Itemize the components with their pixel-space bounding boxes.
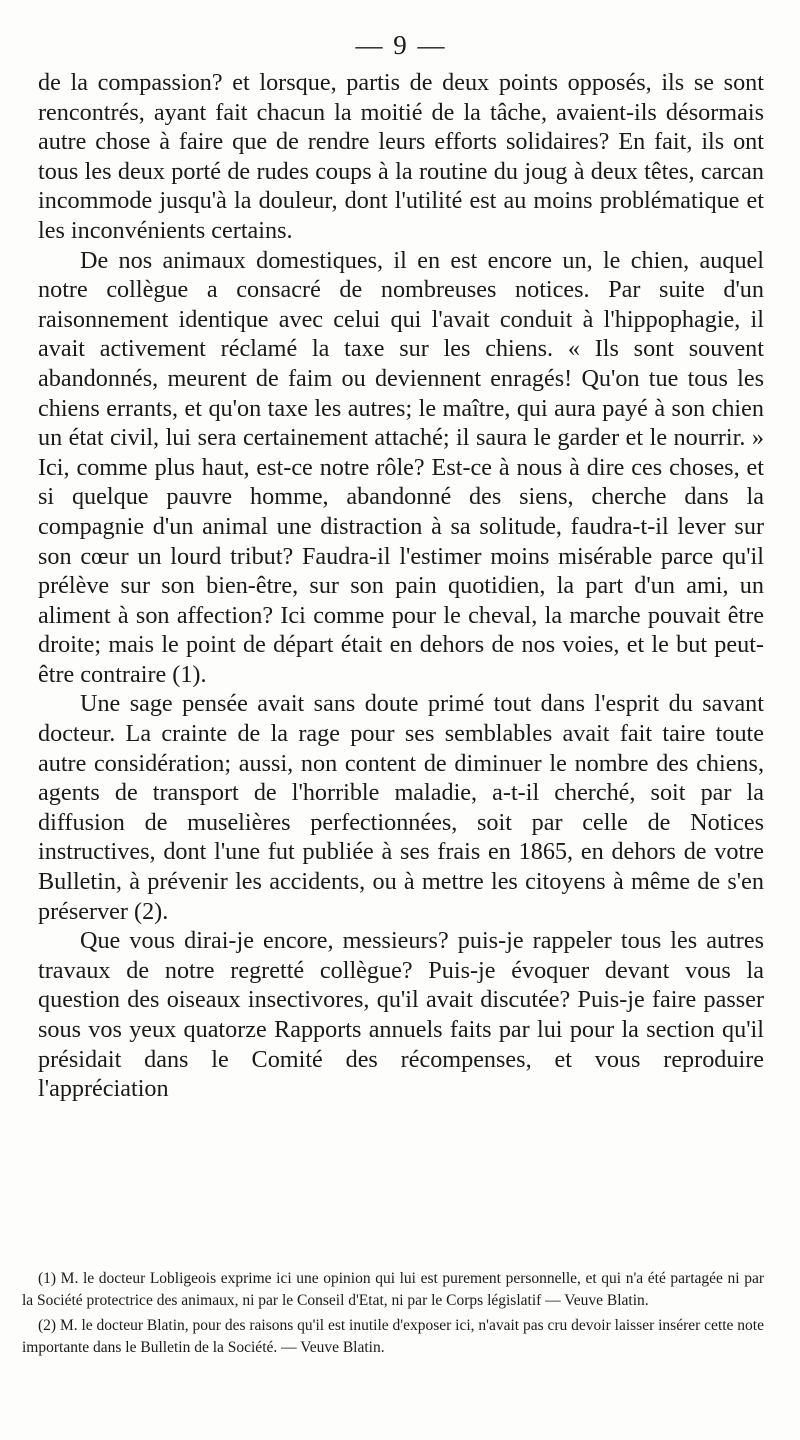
paragraph-3: Une sage pensée avait sans doute primé tout dans l'esprit du savant docteur. La crainte de la rage pour ses semblables avait fait taire toute autre considération; aussi, non content de diminuer le nombre des chiens, agents de transport de l'horrible maladie, a-t-il cherché, soit par la diffusion de muselières perfectionnées, soit par celle de Notices instructives, dont l'une fut publiée à ses frais en 1865, en dehors de votre Bulletin, à prévenir les accidents, ou à mettre les citoyens à même de s'en préserver (2).: [38, 690, 764, 925]
footnotes: [22, 1268, 764, 1362]
paragraph-1: de la compassion? et lorsque, partis de deux points opposés, ils se sont rencontrés, ayant fait chacun la moitié de la tâche, avaient-ils désormais autre chose à faire que de rendre leurs efforts solidaires? En fait, ils ont tous les deux porté de rudes coups à la routine du joug à deux têtes, carcan incommode jusqu'à la douleur, dont l'utilité est au moins problématique et les inconvénients certains.: [38, 69, 764, 244]
body-text: [38, 68, 764, 1104]
paragraph-4: Que vous dirai-je encore, messieurs? puis-je rappeler tous les autres travaux de notre regretté collègue? Puis-je évoquer devant vous la question des oiseaux insectivores, qu'il avait discutée? Puis-je faire passer sous vos yeux quatorze Rapports annuels faits par lui pour la section qu'il présidait dans le Comité des récompenses, et vous reproduire l'appréciation: [38, 927, 764, 1103]
footnote-2: (2) M. le docteur Blatin, pour des raisons qu'il est inutile d'exposer ici, n'avait pas cru devoir laisser insérer cette note importante dans le Bulletin de la Société. — Veuve Blatin.: [22, 1317, 764, 1356]
page-number: — 9 —: [355, 30, 447, 60]
footnote-1: (1) M. le docteur Lobligeois exprime ici une opinion qui lui est purement personnelle, et qui n'a été partagée ni par la Société protectrice des animaux, ni par le Conseil d'Etat, ni par le Corps législatif — Veuve Blatin.: [22, 1270, 764, 1309]
paragraph-2: De nos animaux domestiques, il en est encore un, le chien, auquel notre collègue a consacré de nombreuses notices. Par suite d'un raisonnement identique avec celui qui l'avait conduit à l'hippophagie, il avait activement réclamé la taxe sur les chiens. « Ils sont souvent abandonnés, meurent de faim ou deviennent enragés! Qu'on tue tous les chiens errants, et qu'on taxe les autres; le maître, qui aura payé à son chien un état civil, lui sera certainement attaché; il saura le garder et le nourrir. » Ici, comme plus haut, est-ce notre rôle? Est-ce à nous à dire ces choses, et si quelque pauvre homme, abandonné des siens, cherche dans la compagnie d'un animal une distraction à sa solitude, faudra-t-il lever sur son cœur un lourd tribut? Faudra-il l'estimer moins misérable parce qu'il prélève sur son bien-être, sur son pain quotidien, la part d'un ami, un aliment à son affection? Ici comme pour le cheval, la marche pouvait être droite; mais le point de départ était en dehors de nos voies, et le but peut-être contraire (1).: [38, 246, 764, 688]
